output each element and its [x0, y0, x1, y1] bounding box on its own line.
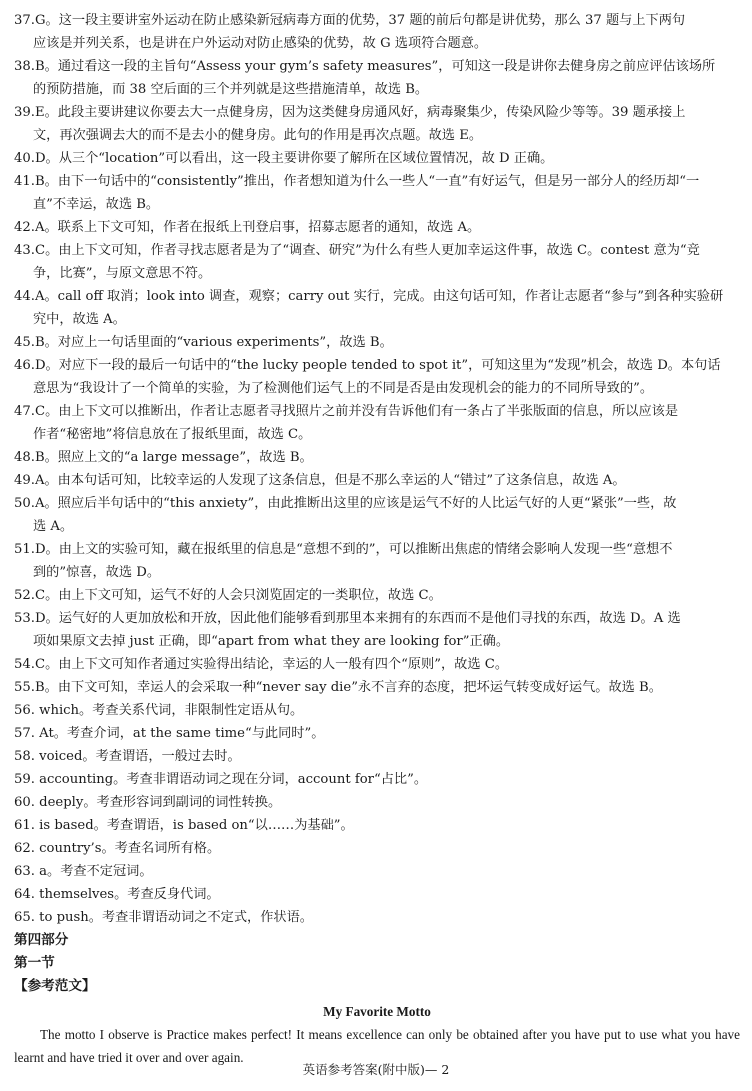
part-four-heading: 第四部分 — [14, 932, 69, 948]
answer-line: 47.C。由上下文可以推断出，作者让志愿者寻找照片之前并没有告诉他们有一条占了半张版面的信息，所以应该是 — [14, 404, 679, 419]
answer-line: 51.D。由上文的实验可知，藏在报纸里的信息是“意想不到的”，可以推断出焦虑的情绪会影响人发现一些“意想不 — [14, 542, 673, 557]
answer-entry-56 — [14, 699, 740, 722]
answer-entry-38 — [14, 55, 740, 101]
answer-entry-53 — [14, 607, 740, 653]
answer-line: 64. themselves。考查反身代词。 — [14, 887, 220, 902]
answer-entry-43 — [14, 239, 740, 285]
answer-entry-39 — [14, 101, 740, 147]
answer-entry-41 — [14, 170, 740, 216]
answer-line: 37.G。这一段主要讲室外运动在防止感染新冠病毒方面的优势，37 题的前后句都是讲优势，那么 37 题与上下两句 — [14, 13, 686, 28]
answer-entry-48 — [14, 446, 740, 469]
answer-continuation-line: 到的”惊喜，故选 D。 — [33, 565, 161, 580]
answer-line: 59. accounting。考查非谓语动词之现在分词，account for“占比”。 — [14, 772, 428, 787]
answer-line: 63. a。考查不定冠词。 — [14, 864, 153, 879]
answer-line: 54.C。由上下文可知作者通过实验得出结论，幸运的人一般有四个“原则”，故选 C。 — [14, 657, 509, 672]
answer-line: 55.B。由下文可知，幸运人的会采取一种“never say die”永不言弃的态度，把坏运气转变成好运气。故选 B。 — [14, 680, 662, 695]
answer-entry-58 — [14, 745, 740, 768]
answer-entry-61 — [14, 814, 740, 837]
answer-entry-51 — [14, 538, 740, 584]
answer-entry-55 — [14, 676, 740, 699]
answer-entry-44 — [14, 285, 740, 331]
answer-entry-52 — [14, 584, 740, 607]
answer-entry-64 — [14, 883, 740, 906]
answer-line: 38.B。通过看这一段的主旨句“Assess your gym’s safety measures”，可知这一段是讲你去健身房之前应评估该场所 — [14, 59, 716, 74]
answer-continuation-line: 项如果原文去掉 just 正确，即“apart from what they are looking for”正确。 — [33, 634, 510, 649]
answer-line: 39.E。此段主要讲建议你要去大一点健身房，因为这类健身房通风好，病毒聚集少，传染风险少等等。39 题承接上 — [14, 105, 686, 120]
answer-line: 49.A。由本句话可知，比较幸运的人发现了这条信息，但是不那么幸运的人“错过”了这条信息，故选 A。 — [14, 473, 626, 488]
page-footer: 英语参考答案(附中版)— 2 — [302, 1062, 450, 1077]
essay-paragraph: The motto I observe is Practice makes perfect! It means excellence can only be obtained after you have put to use what you have learnt and have tried it over and over again. — [14, 1027, 740, 1065]
answer-line: 56. which。考查关系代词，非限制性定语从句。 — [14, 703, 304, 718]
answer-line: 50.A。照应后半句话中的“this anxiety”，由此推断出这里的应该是运气不好的人比运气好的人更“紧张”一些，故 — [14, 496, 677, 511]
answer-line: 43.C。由上下文可知，作者寻找志愿者是为了“调查、研究”为什么有些人更加幸运这件事，故选 C。contest 意为“竞 — [14, 243, 700, 258]
answer-line: 62. country’s。考查名词所有格。 — [14, 841, 221, 856]
answer-line: 65. to push。考查非谓语动词之不定式，作状语。 — [14, 910, 313, 925]
answer-continuation-line: 应该是并列关系，也是讲在户外运动对防止感染的优势，故 G 选项符合题意。 — [33, 36, 488, 51]
answer-line: 42.A。联系上下文可知，作者在报纸上刊登启事，招募志愿者的通知，故选 A。 — [14, 220, 481, 235]
answer-line: 45.B。对应上一句话里面的“various experiments”，故选 B。 — [14, 335, 393, 350]
answer-entry-62 — [14, 837, 740, 860]
answer-entry-37 — [14, 9, 740, 55]
answer-line: 60. deeply。考查形容词到副词的词性转换。 — [14, 795, 282, 810]
answer-entry-59 — [14, 768, 740, 791]
reference-essay-label: 【参考范文】 — [14, 978, 96, 994]
answer-continuation-line: 争，比赛”，与原文意思不符。 — [33, 266, 212, 281]
answer-continuation-line: 选 A。 — [33, 519, 74, 534]
section-one-heading: 第一节 — [14, 955, 55, 971]
answer-continuation-line: 的预防措施，而 38 空后面的三个并列就是这些措施清单，故选 B。 — [33, 82, 429, 97]
answer-continuation-line: 文，再次强调去大的而不是去小的健身房。此句的作用是再次点题。故选 E。 — [33, 128, 483, 143]
answer-line: 57. At。考查介词，at the same time“与此同时”。 — [14, 726, 325, 741]
answer-line: 58. voiced。考查谓语，一般过去时。 — [14, 749, 241, 764]
answer-entry-54 — [14, 653, 740, 676]
essay-title: My Favorite Motto — [323, 1004, 431, 1019]
answer-continuation-line: 究中，故选 A。 — [33, 312, 126, 327]
answer-entry-57 — [14, 722, 740, 745]
answer-entry-65 — [14, 906, 740, 929]
answer-entry-40 — [14, 147, 740, 170]
answer-entry-49 — [14, 469, 740, 492]
answer-line: 40.D。从三个“location”可以看出，这一段主要讲你要了解所在区域位置情况，故 D 正确。 — [14, 151, 554, 166]
answer-entry-45 — [14, 331, 740, 354]
answer-entry-60 — [14, 791, 740, 814]
answer-line: 53.D。运气好的人更加放松和开放，因此他们能够看到那里本来拥有的东西而不是他们寻找的东西，故选 D。A 选 — [14, 611, 681, 626]
answer-line: 48.B。照应上文的“a large message”，故选 B。 — [14, 450, 313, 465]
answer-line: 46.D。对应下一段的最后一句话中的“the lucky people tended to spot it”，可知这里为“发现”机会，故选 D。本句话 — [14, 358, 721, 373]
answer-continuation-line: 意思为“我设计了一个简单的实验，为了检测他们运气上的不同是否是由发现机会的能力的不同所导致的”。 — [33, 381, 654, 396]
answer-entry-42 — [14, 216, 740, 239]
answer-entry-47 — [14, 400, 740, 446]
answer-entry-63 — [14, 860, 740, 883]
answer-continuation-line: 作者“秘密地”将信息放在了报纸里面，故选 C。 — [33, 427, 312, 442]
answer-entry-46 — [14, 354, 740, 400]
answer-list — [14, 9, 740, 1069]
answer-line: 41.B。由下一句话中的“consistently”推出，作者想知道为什么一些人“一直”有好运气，但是另一部分人的经历却“一 — [14, 174, 700, 189]
answer-line: 61. is based。考查谓语，is based on“以……为基础”。 — [14, 818, 354, 833]
answer-line: 44.A。call off 取消；look into 调查，观察；carry out 实行，完成。由这句话可知，作者让志愿者“参与”到各种实验研 — [14, 289, 724, 304]
answer-entry-50 — [14, 492, 740, 538]
answer-continuation-line: 直”不幸运，故选 B。 — [33, 197, 160, 212]
answer-line: 52.C。由上下文可知，运气不好的人会只浏览固定的一类职位，故选 C。 — [14, 588, 442, 603]
